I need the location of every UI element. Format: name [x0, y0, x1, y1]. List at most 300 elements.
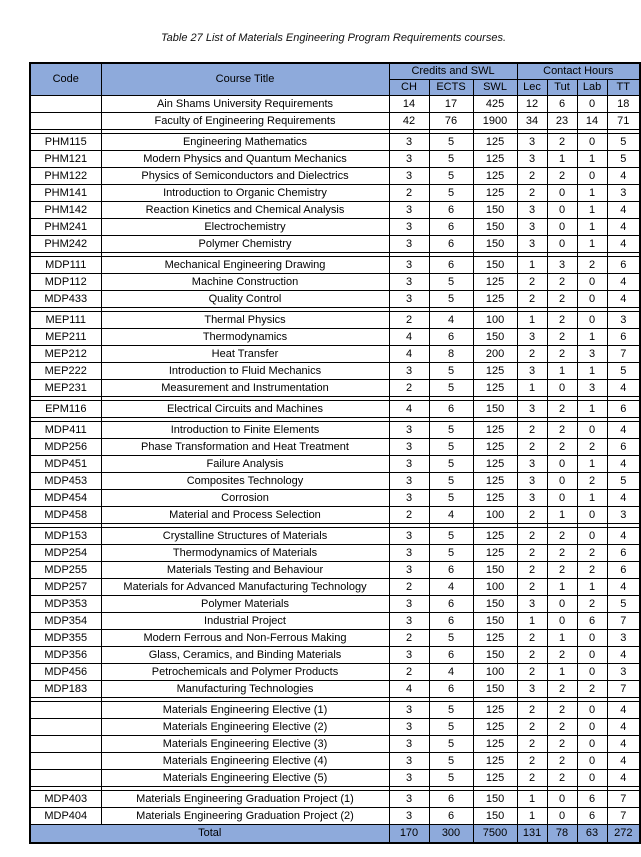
- cell-lab: 0: [577, 719, 607, 736]
- cell-swl: 150: [473, 219, 517, 236]
- cell-lab: 0: [577, 134, 607, 151]
- course-title: Phase Transformation and Heat Treatment: [101, 439, 389, 456]
- cell-lab: 2: [577, 681, 607, 698]
- table-header: [30, 63, 640, 96]
- cell-ects: 6: [429, 808, 473, 825]
- cell-tut: 2: [547, 528, 577, 545]
- cell-lec: 1: [517, 312, 547, 329]
- course-code: PHM142: [30, 202, 101, 219]
- cell-tut: 0: [547, 596, 577, 613]
- table-row: [30, 439, 640, 456]
- table-row: [30, 808, 640, 825]
- cell-tut: 2: [547, 422, 577, 439]
- cell-ects: 5: [429, 630, 473, 647]
- course-code: MEP231: [30, 380, 101, 397]
- cell-tut: 2: [547, 562, 577, 579]
- cell-ch: 3: [389, 151, 429, 168]
- cell-lec: 3: [517, 473, 547, 490]
- cell-lec: 3: [517, 456, 547, 473]
- cell-swl: 125: [473, 630, 517, 647]
- column-header-ects: ECTS: [429, 80, 473, 96]
- cell-tt: 7: [607, 808, 640, 825]
- cell-lec: 2: [517, 664, 547, 681]
- cell-ects: 6: [429, 236, 473, 253]
- cell-ch: 3: [389, 753, 429, 770]
- cell-ects: 5: [429, 422, 473, 439]
- cell-tt: 6: [607, 257, 640, 274]
- course-title: Material and Process Selection: [101, 507, 389, 524]
- cell-lab: 6: [577, 613, 607, 630]
- cell-tut: 0: [547, 202, 577, 219]
- cell-tut: 2: [547, 753, 577, 770]
- cell-tt: 5: [607, 596, 640, 613]
- cell-tt: 3: [607, 630, 640, 647]
- cell-ch: 2: [389, 380, 429, 397]
- course-code: MDP451: [30, 456, 101, 473]
- cell-tut: 2: [547, 702, 577, 719]
- table-row: [30, 401, 640, 418]
- cell-swl: 125: [473, 528, 517, 545]
- cell-lec: 2: [517, 274, 547, 291]
- cell-ects: 5: [429, 168, 473, 185]
- cell-tut: 2: [547, 401, 577, 418]
- course-title: Crystalline Structures of Materials: [101, 528, 389, 545]
- table-row: [30, 562, 640, 579]
- cell-ects: 4: [429, 664, 473, 681]
- cell-ch: 3: [389, 236, 429, 253]
- cell-tt: 18: [607, 96, 640, 113]
- cell-tt: 3: [607, 312, 640, 329]
- cell-swl: 200: [473, 346, 517, 363]
- cell-tt: 6: [607, 562, 640, 579]
- table-row: [30, 168, 640, 185]
- course-code: MDP257: [30, 579, 101, 596]
- cell-tut: 1: [547, 363, 577, 380]
- cell-lec: 2: [517, 647, 547, 664]
- cell-swl: 125: [473, 422, 517, 439]
- cell-swl: 100: [473, 664, 517, 681]
- cell-swl: 125: [473, 770, 517, 787]
- cell-ects: 6: [429, 257, 473, 274]
- cell-tut: 1: [547, 151, 577, 168]
- cell-ch: 42: [389, 113, 429, 130]
- course-title: Heat Transfer: [101, 346, 389, 363]
- table-row: [30, 113, 640, 130]
- course-title: Introduction to Organic Chemistry: [101, 185, 389, 202]
- cell-tut: 0: [547, 236, 577, 253]
- table-row: [30, 291, 640, 308]
- table-row: [30, 791, 640, 808]
- cell-tt: 4: [607, 219, 640, 236]
- cell-lab: 0: [577, 664, 607, 681]
- cell-swl: 125: [473, 753, 517, 770]
- cell-ects: 6: [429, 596, 473, 613]
- table-row: [30, 312, 640, 329]
- cell-tut: 6: [547, 96, 577, 113]
- cell-ects: 4: [429, 312, 473, 329]
- cell-lab: 1: [577, 490, 607, 507]
- course-code: MDP433: [30, 291, 101, 308]
- cell-ch: 3: [389, 528, 429, 545]
- cell-lec: 2: [517, 770, 547, 787]
- cell-tt: 5: [607, 473, 640, 490]
- cell-tt: 3: [607, 185, 640, 202]
- course-title: Electrical Circuits and Machines: [101, 401, 389, 418]
- cell-ch: 3: [389, 596, 429, 613]
- cell-ch: 3: [389, 719, 429, 736]
- cell-ch: 4: [389, 681, 429, 698]
- cell-lab: 0: [577, 507, 607, 524]
- cell-ects: 8: [429, 346, 473, 363]
- cell-ects: 5: [429, 702, 473, 719]
- cell-swl: 150: [473, 681, 517, 698]
- cell-lec: 3: [517, 681, 547, 698]
- cell-tt: 4: [607, 528, 640, 545]
- course-code: MEP222: [30, 363, 101, 380]
- cell-lec: 3: [517, 363, 547, 380]
- cell-lab: 0: [577, 312, 607, 329]
- cell-lec: 2: [517, 346, 547, 363]
- cell-ch: 2: [389, 507, 429, 524]
- cell-ch: 3: [389, 291, 429, 308]
- cell-ects: 6: [429, 401, 473, 418]
- cell-swl: 150: [473, 613, 517, 630]
- cell-tut: 2: [547, 439, 577, 456]
- cell-ch: 3: [389, 702, 429, 719]
- course-code: MDP453: [30, 473, 101, 490]
- table-row: [30, 528, 640, 545]
- table-row: [30, 630, 640, 647]
- course-code: EPM116: [30, 401, 101, 418]
- course-code: MDP153: [30, 528, 101, 545]
- cell-tt: 3: [607, 664, 640, 681]
- cell-lab: 1: [577, 236, 607, 253]
- program-requirements-table: [29, 62, 641, 844]
- table-row: [30, 490, 640, 507]
- cell-ects: 5: [429, 545, 473, 562]
- cell-ects: 5: [429, 151, 473, 168]
- column-header-tut: Tut: [547, 80, 577, 96]
- course-title: Materials Engineering Graduation Project (1): [101, 791, 389, 808]
- cell-tut: 2: [547, 736, 577, 753]
- cell-ects: 6: [429, 647, 473, 664]
- cell-tt: 5: [607, 134, 640, 151]
- table-row: [30, 545, 640, 562]
- cell-ects: 5: [429, 380, 473, 397]
- cell-lab: 6: [577, 791, 607, 808]
- cell-swl: 150: [473, 257, 517, 274]
- cell-tt: 4: [607, 736, 640, 753]
- total-lec: 131: [517, 825, 547, 843]
- cell-lec: 2: [517, 753, 547, 770]
- cell-swl: 125: [473, 363, 517, 380]
- table-row: [30, 719, 640, 736]
- column-header-swl: SWL: [473, 80, 517, 96]
- course-code: MDP411: [30, 422, 101, 439]
- cell-lec: 2: [517, 168, 547, 185]
- table-row: [30, 579, 640, 596]
- cell-swl: 150: [473, 236, 517, 253]
- cell-ects: 76: [429, 113, 473, 130]
- cell-lab: 2: [577, 439, 607, 456]
- course-title: Materials Engineering Elective (2): [101, 719, 389, 736]
- cell-swl: 425: [473, 96, 517, 113]
- cell-lec: 2: [517, 528, 547, 545]
- cell-tt: 6: [607, 545, 640, 562]
- cell-ects: 5: [429, 456, 473, 473]
- cell-tt: 4: [607, 456, 640, 473]
- course-code: PHM241: [30, 219, 101, 236]
- table-row: [30, 422, 640, 439]
- course-code: MDP183: [30, 681, 101, 698]
- course-title: Polymer Chemistry: [101, 236, 389, 253]
- course-code: MEP211: [30, 329, 101, 346]
- cell-tut: 2: [547, 274, 577, 291]
- cell-swl: 125: [473, 456, 517, 473]
- cell-tt: 4: [607, 236, 640, 253]
- cell-lec: 3: [517, 236, 547, 253]
- course-code: PHM141: [30, 185, 101, 202]
- cell-ects: 5: [429, 528, 473, 545]
- cell-ch: 4: [389, 401, 429, 418]
- table-row: [30, 151, 640, 168]
- cell-ch: 2: [389, 664, 429, 681]
- course-title: Corrosion: [101, 490, 389, 507]
- cell-tt: 7: [607, 613, 640, 630]
- total-row: [30, 825, 640, 843]
- cell-tt: 4: [607, 274, 640, 291]
- cell-lec: 3: [517, 151, 547, 168]
- table-row: [30, 507, 640, 524]
- course-title: Engineering Mathematics: [101, 134, 389, 151]
- cell-lec: 1: [517, 257, 547, 274]
- total-tut: 78: [547, 825, 577, 843]
- cell-ch: 3: [389, 456, 429, 473]
- course-code: MDP255: [30, 562, 101, 579]
- table-row: [30, 702, 640, 719]
- course-code: PHM122: [30, 168, 101, 185]
- cell-tut: 2: [547, 291, 577, 308]
- table-row: [30, 329, 640, 346]
- cell-lab: 0: [577, 702, 607, 719]
- cell-lab: 0: [577, 96, 607, 113]
- table-row: [30, 134, 640, 151]
- cell-tt: 4: [607, 168, 640, 185]
- course-code: MDP353: [30, 596, 101, 613]
- course-title: Quality Control: [101, 291, 389, 308]
- course-code: [30, 702, 101, 719]
- cell-swl: 125: [473, 719, 517, 736]
- course-code: MDP404: [30, 808, 101, 825]
- cell-tt: 7: [607, 346, 640, 363]
- course-title: Introduction to Fluid Mechanics: [101, 363, 389, 380]
- cell-tt: 7: [607, 791, 640, 808]
- course-title: Faculty of Engineering Requirements: [101, 113, 389, 130]
- course-code: [30, 736, 101, 753]
- cell-lec: 2: [517, 545, 547, 562]
- column-header-ch: CH: [389, 80, 429, 96]
- cell-ch: 3: [389, 274, 429, 291]
- cell-lec: 2: [517, 422, 547, 439]
- cell-lec: 3: [517, 134, 547, 151]
- course-title: Materials Engineering Elective (4): [101, 753, 389, 770]
- table-row: [30, 596, 640, 613]
- cell-ects: 6: [429, 329, 473, 346]
- cell-tut: 2: [547, 312, 577, 329]
- cell-tt: 4: [607, 202, 640, 219]
- table-row: [30, 770, 640, 787]
- cell-ects: 5: [429, 736, 473, 753]
- cell-tut: 1: [547, 579, 577, 596]
- course-title: Materials Engineering Graduation Project (2): [101, 808, 389, 825]
- cell-lab: 0: [577, 274, 607, 291]
- cell-tt: 6: [607, 401, 640, 418]
- table-row: [30, 219, 640, 236]
- cell-lab: 3: [577, 380, 607, 397]
- cell-ch: 3: [389, 202, 429, 219]
- cell-lab: 1: [577, 363, 607, 380]
- cell-lab: 1: [577, 329, 607, 346]
- cell-lab: 2: [577, 562, 607, 579]
- cell-lab: 1: [577, 202, 607, 219]
- cell-swl: 150: [473, 202, 517, 219]
- cell-tt: 4: [607, 719, 640, 736]
- table-row: [30, 753, 640, 770]
- course-title: Materials Engineering Elective (5): [101, 770, 389, 787]
- total-tt: 272: [607, 825, 640, 843]
- course-title: Thermodynamics of Materials: [101, 545, 389, 562]
- cell-tt: 4: [607, 380, 640, 397]
- cell-lab: 14: [577, 113, 607, 130]
- table-row: [30, 363, 640, 380]
- table-row: [30, 681, 640, 698]
- cell-lab: 2: [577, 257, 607, 274]
- cell-swl: 100: [473, 579, 517, 596]
- cell-swl: 125: [473, 380, 517, 397]
- cell-lec: 1: [517, 613, 547, 630]
- cell-ects: 5: [429, 291, 473, 308]
- cell-ch: 4: [389, 346, 429, 363]
- cell-tut: 0: [547, 613, 577, 630]
- cell-swl: 125: [473, 168, 517, 185]
- cell-lec: 34: [517, 113, 547, 130]
- cell-lec: 2: [517, 719, 547, 736]
- cell-tt: 4: [607, 579, 640, 596]
- total-ects: 300: [429, 825, 473, 843]
- cell-swl: 150: [473, 562, 517, 579]
- table-row: [30, 473, 640, 490]
- cell-swl: 125: [473, 274, 517, 291]
- cell-ch: 3: [389, 363, 429, 380]
- cell-lec: 2: [517, 185, 547, 202]
- cell-tut: 2: [547, 545, 577, 562]
- cell-lec: 12: [517, 96, 547, 113]
- course-code: MEP111: [30, 312, 101, 329]
- total-lab: 63: [577, 825, 607, 843]
- cell-tut: 2: [547, 134, 577, 151]
- course-title: Modern Ferrous and Non-Ferrous Making: [101, 630, 389, 647]
- cell-ects: 6: [429, 681, 473, 698]
- course-code: [30, 770, 101, 787]
- cell-ects: 5: [429, 363, 473, 380]
- cell-swl: 125: [473, 736, 517, 753]
- cell-ch: 3: [389, 219, 429, 236]
- course-code: MDP454: [30, 490, 101, 507]
- cell-tut: 0: [547, 456, 577, 473]
- cell-tut: 0: [547, 490, 577, 507]
- cell-lab: 2: [577, 596, 607, 613]
- table-row: [30, 647, 640, 664]
- cell-lab: 2: [577, 473, 607, 490]
- column-header-tt: TT: [607, 80, 640, 96]
- cell-ch: 3: [389, 736, 429, 753]
- course-code: MDP111: [30, 257, 101, 274]
- cell-lec: 3: [517, 596, 547, 613]
- cell-tut: 2: [547, 168, 577, 185]
- cell-tut: 0: [547, 219, 577, 236]
- course-title: Machine Construction: [101, 274, 389, 291]
- course-code: MDP456: [30, 664, 101, 681]
- cell-ects: 6: [429, 202, 473, 219]
- cell-ects: 17: [429, 96, 473, 113]
- cell-lab: 1: [577, 185, 607, 202]
- course-code: MDP403: [30, 791, 101, 808]
- course-title: Polymer Materials: [101, 596, 389, 613]
- cell-lec: 2: [517, 736, 547, 753]
- table-row: [30, 257, 640, 274]
- cell-tut: 1: [547, 630, 577, 647]
- cell-ects: 5: [429, 473, 473, 490]
- table-row: [30, 613, 640, 630]
- course-code: MDP354: [30, 613, 101, 630]
- course-code: [30, 113, 101, 130]
- cell-ch: 2: [389, 579, 429, 596]
- cell-ects: 5: [429, 134, 473, 151]
- cell-tut: 2: [547, 770, 577, 787]
- total-swl: 7500: [473, 825, 517, 843]
- cell-ch: 3: [389, 473, 429, 490]
- column-header-code: Code: [30, 63, 101, 96]
- cell-tt: 4: [607, 422, 640, 439]
- cell-swl: 125: [473, 291, 517, 308]
- cell-lab: 0: [577, 647, 607, 664]
- cell-lab: 0: [577, 630, 607, 647]
- cell-swl: 125: [473, 439, 517, 456]
- cell-swl: 125: [473, 185, 517, 202]
- cell-swl: 1900: [473, 113, 517, 130]
- cell-lab: 3: [577, 346, 607, 363]
- cell-lab: 1: [577, 456, 607, 473]
- cell-swl: 125: [473, 702, 517, 719]
- course-title: Modern Physics and Quantum Mechanics: [101, 151, 389, 168]
- cell-lab: 0: [577, 753, 607, 770]
- cell-lec: 2: [517, 630, 547, 647]
- course-title: Thermal Physics: [101, 312, 389, 329]
- cell-lec: 2: [517, 507, 547, 524]
- course-code: MDP355: [30, 630, 101, 647]
- course-title: Measurement and Instrumentation: [101, 380, 389, 397]
- cell-lab: 0: [577, 291, 607, 308]
- cell-lec: 1: [517, 808, 547, 825]
- cell-lec: 2: [517, 291, 547, 308]
- course-title: Failure Analysis: [101, 456, 389, 473]
- course-title: Electrochemistry: [101, 219, 389, 236]
- cell-lab: 0: [577, 168, 607, 185]
- cell-ch: 3: [389, 770, 429, 787]
- cell-tut: 0: [547, 185, 577, 202]
- course-code: [30, 753, 101, 770]
- cell-tt: 5: [607, 363, 640, 380]
